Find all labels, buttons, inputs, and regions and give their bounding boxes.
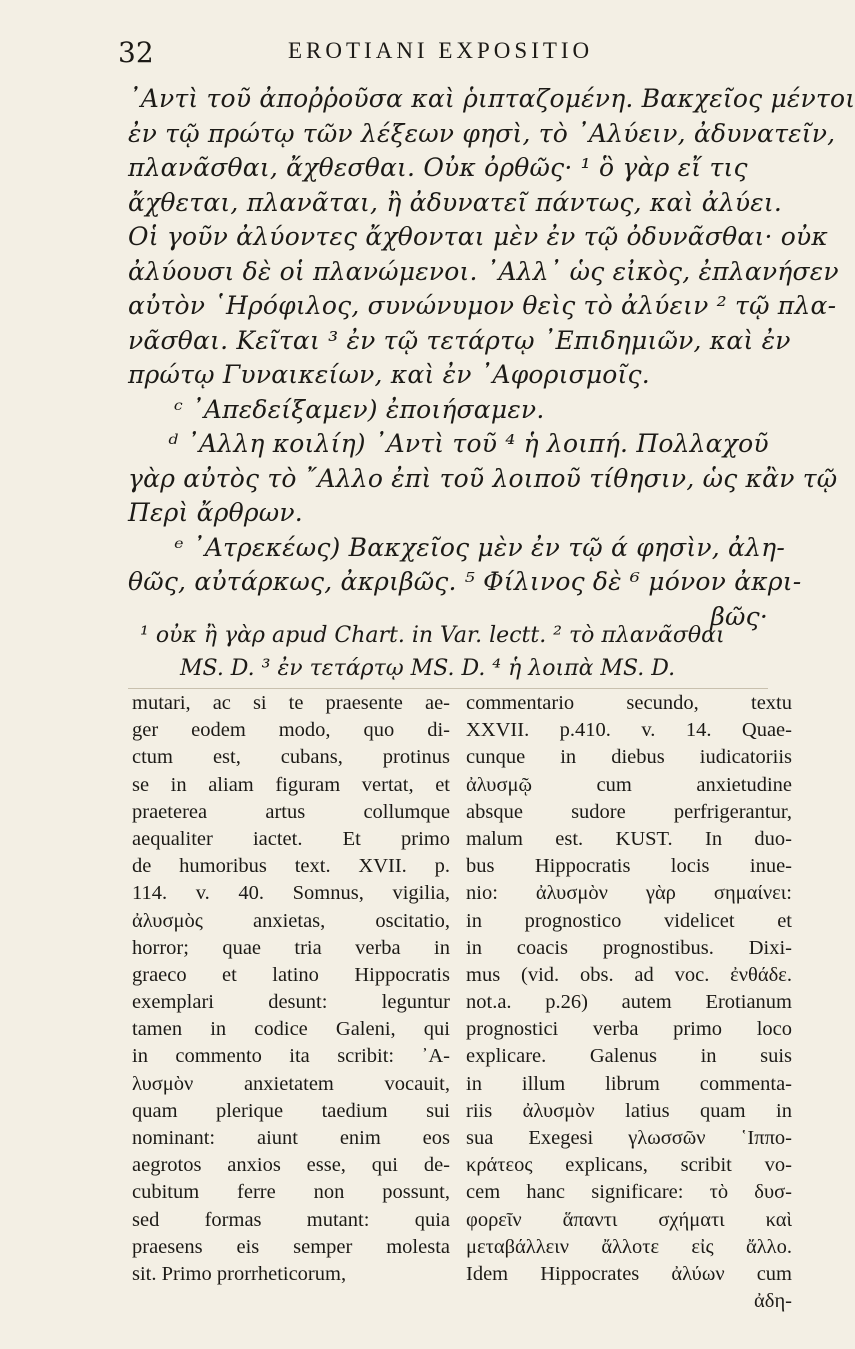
commentary-line: praesens eis semper molesta xyxy=(132,1235,450,1258)
commentary-right-column xyxy=(466,690,792,1315)
greek-text-line: ᶜ ᾿Απεδείξαμεν) ἐποιήσαμεν. xyxy=(174,394,545,424)
commentary-line: not.a. p.26) autem Erotianum xyxy=(466,991,792,1014)
commentary-line: in coacis prognostibus. Dixi- xyxy=(466,936,792,959)
greek-text-line: νᾶσθαι. Κεῖται ³ ἐν τῷ τετάρτῳ ᾿Επιδημιῶν, καὶ ἐν xyxy=(128,325,791,355)
greek-text-line: ᵈ ᾿Αλλη κοιλίη) ᾿Αντὶ τοῦ ⁴ ἡ λοιπή. Πολλαχοῦ xyxy=(168,429,769,458)
greek-text-line: Περὶ ἄρθρων. xyxy=(128,498,303,527)
footnote-line: MS. D. ³ ἐν τετάρτῳ MS. D. ⁴ ἡ λοιπὰ MS. D. xyxy=(180,656,676,681)
greek-text-line: αὐτὸν ῾Ηρόφιλος, συνώνυμον θεὶς τὸ ἀλύειν ² τῷ πλα- xyxy=(128,291,837,320)
commentary-line: explicare. Galenus in suis xyxy=(466,1045,792,1068)
commentary-line: mus (vid. obs. ad voc. ἐνθάδε. xyxy=(466,963,792,986)
commentary-line: prognostici verba primo loco xyxy=(466,1018,792,1041)
commentary-line: XXVII. p.410. v. 14. Quae- xyxy=(466,719,792,742)
commentary-line: aequaliter iactet. Et primo xyxy=(132,827,450,850)
commentary-line: malum est. KUST. In duo- xyxy=(466,827,792,850)
commentary-line: absque sudore perfrigerantur, xyxy=(466,800,792,823)
commentary-line: nio: ἀλυσμὸν γὰρ σημαίνει: xyxy=(466,882,792,905)
commentary-line: ἀδη- xyxy=(754,1290,792,1313)
commentary-line: praeterea artus collumque xyxy=(132,800,450,823)
commentary-line: ἀλυσμῷ cum anxietudine xyxy=(466,773,792,796)
greek-text-line: βῶς· xyxy=(710,601,768,631)
commentary-line: in prognostico videlicet et xyxy=(466,909,792,932)
greek-text-line: ᵉ ᾿Ατρεκέως) Βακχεῖος μὲν ἐν τῷ ά φησὶν, ἀλη- xyxy=(174,532,785,562)
commentary-line: 114. v. 40. Somnus, vigilia, xyxy=(132,882,450,905)
page-number: 32 xyxy=(118,36,154,69)
greek-text-line: ἀλύουσι δὲ οἱ πλανώμενοι. ᾿Αλλ᾿ ὡς εἰκὸς, ἐπλανήσεν xyxy=(128,256,839,286)
commentary-line: Idem Hippocrates ἀλύων cum xyxy=(466,1262,792,1285)
greek-text-block xyxy=(128,82,855,634)
commentary-line: sua Exegesi γλωσσῶν ῾Ιππο- xyxy=(466,1127,792,1149)
page-header xyxy=(118,36,760,76)
footnote-line: ¹ οὐκ ἢ γὰρ apud Chart. in Var. lectt. ² τὸ πλανᾶσθαι xyxy=(140,623,725,648)
footnote-divider xyxy=(128,688,768,689)
greek-text-line: θῶς, αὐτάρκως, ἀκριβῶς. ⁵ Φίλινος δὲ ⁶ μόνον ἀκρι- xyxy=(128,567,802,596)
commentary-line: mutari, ac si te praesente ae- xyxy=(132,692,450,714)
commentary-line: se in aliam figuram vertat, et xyxy=(132,773,450,796)
greek-text-line: γὰρ αὐτὸς τὸ ῎Αλλο ἐπὶ τοῦ λοιποῦ τίθησιν, ὡς κἂν τῷ xyxy=(128,463,838,493)
greek-text-line: ἄχθεται, πλανᾶται, ἢ ἀδυνατεῖ πάντως, καὶ ἀλύει. xyxy=(128,187,783,217)
running-title: EROTIANI EXPOSITIO xyxy=(288,38,594,63)
greek-text-line: πρώτῳ Γυναικείων, καὶ ἐν ᾿Αφορισμοῖς. xyxy=(128,360,650,389)
commentary-line: quam plerique taedium sui xyxy=(132,1099,450,1122)
greek-text-line: πλανᾶσθαι, ἄχθεσθαι. Οὐκ ὀρθῶς· ¹ ὃ γὰρ εἴ τις xyxy=(128,153,748,182)
commentary-line: commentario secundo, textu xyxy=(466,692,792,714)
commentary-line: cem hanc significare: τὸ δυσ- xyxy=(466,1181,792,1204)
commentary-line: sit. Primo prorrheticorum, xyxy=(132,1262,347,1285)
commentary-line: ger eodem modo, quo di- xyxy=(132,719,450,742)
commentary-line: sed formas mutant: quia xyxy=(132,1208,450,1231)
commentary-line: μεταβάλλειν ἄλλοτε εἰς ἄλλο. xyxy=(466,1235,792,1258)
greek-text-line: ᾿Αντὶ τοῦ ἀποῤῥοῦσα καὶ ῥιπταζομένη. Βακχεῖος μέντοι xyxy=(128,84,855,113)
commentary-line: in illum librum commenta- xyxy=(466,1072,792,1095)
commentary-line: ctum est, cubans, protinus xyxy=(132,746,450,769)
commentary-line: aegrotos anxios esse, qui de- xyxy=(132,1154,450,1177)
commentary-line: tamen in codice Galeni, qui xyxy=(132,1018,450,1041)
commentary-line: cunque in diebus iudicatoriis xyxy=(466,746,792,769)
greek-text-line: ἐν τῷ πρώτῳ τῶν λέξεων φησὶ, τὸ ᾿Αλύειν, ἀδυνατεῖν, xyxy=(128,118,836,148)
greek-text-line: Οἱ γοῦν ἀλύοντες ἄχθονται μὲν ἐν τῷ ὀδυνᾶσθαι· οὐκ xyxy=(128,222,828,251)
footnotes-block xyxy=(140,619,770,685)
commentary-line: riis ἀλυσμὸν latius quam in xyxy=(466,1099,792,1122)
commentary-line: φορεῖν ἅπαντι σχήματι καὶ xyxy=(466,1208,792,1231)
commentary-line: cubitum ferre non possunt, xyxy=(132,1181,450,1204)
commentary-line: bus Hippocratis locis inue- xyxy=(466,855,792,878)
commentary-line: de humoribus text. XVII. p. xyxy=(132,855,450,878)
commentary-line: ἀλυσμὸς anxietas, oscitatio, xyxy=(132,909,450,932)
commentary-line: λυσμὸν anxietatem vocauit, xyxy=(132,1072,450,1095)
commentary-line: κράτεος explicans, scribit vo- xyxy=(466,1154,792,1177)
commentary-line: in commento ita scribit: ᾿Α- xyxy=(132,1045,450,1068)
commentary-line: exemplari desunt: leguntur xyxy=(132,991,450,1014)
commentary-line: horror; quae tria verba in xyxy=(132,936,450,959)
commentary-left-column xyxy=(132,690,450,1288)
commentary-line: graeco et latino Hippocratis xyxy=(132,963,450,986)
commentary-line: nominant: aiunt enim eos xyxy=(132,1127,450,1149)
